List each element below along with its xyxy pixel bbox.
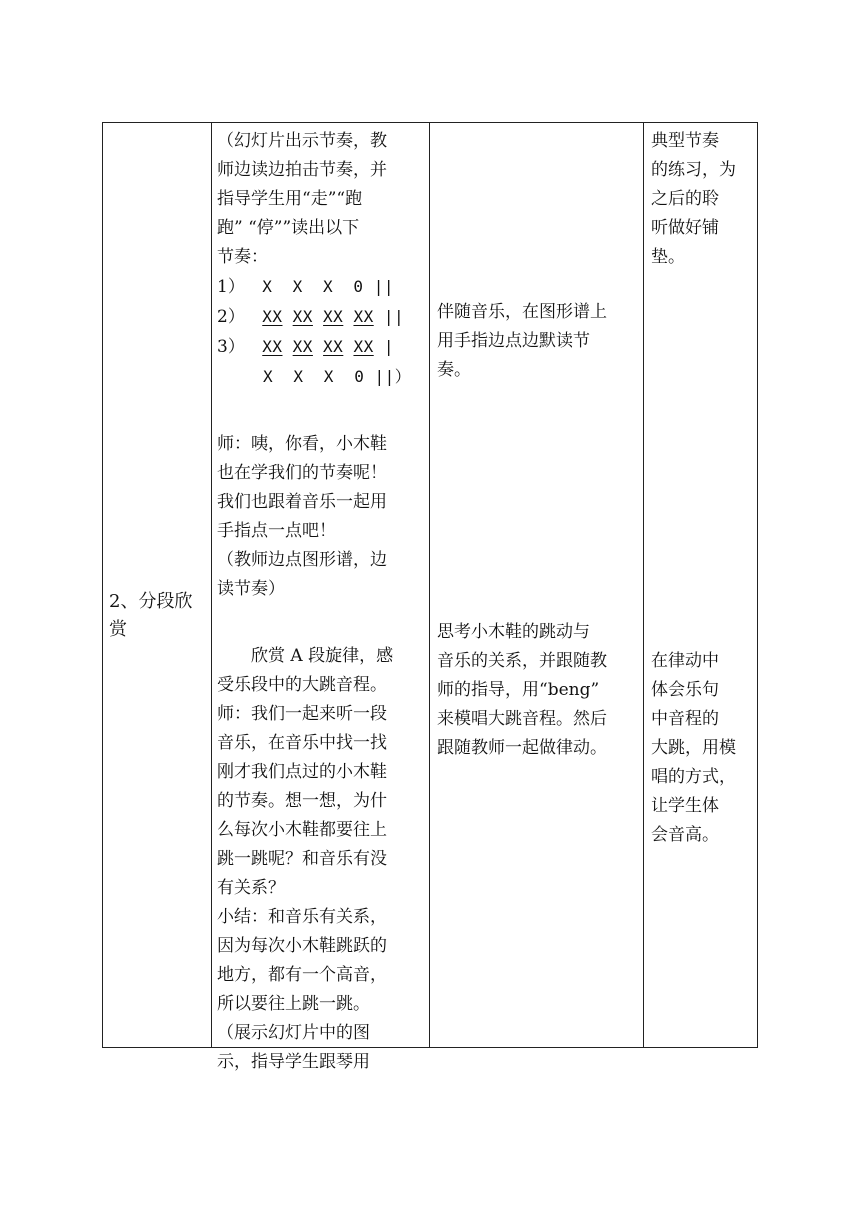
rhythm-beat: XX [353, 337, 374, 356]
barline: | [383, 337, 394, 356]
text-line: 音乐，在音乐中找一找 [217, 733, 387, 753]
rhythm-beat: XX [323, 337, 344, 356]
text-line: 奏。 [437, 360, 471, 380]
text-line: 受乐段中的大跳音程。 [217, 675, 387, 695]
column-divider [429, 123, 430, 1047]
text-line: 刚才我们点过的小木鞋 [217, 762, 387, 782]
student-activity-follow [437, 298, 607, 385]
text-line: （幻灯片出示节奏，教 [217, 131, 387, 151]
rhythm-notes: X X X 0 ||） [263, 367, 412, 386]
text-line: 之后的聆 [651, 189, 719, 209]
text-line: 让学生体 [651, 796, 719, 816]
text-line: 么每次小木鞋都要往上 [217, 820, 387, 840]
rhythm-beat: XX [323, 307, 344, 326]
text-line: 垫。 [651, 247, 685, 267]
rhythm-number: 3） [217, 337, 245, 357]
text-line: 音乐的关系，并跟随教 [437, 651, 607, 671]
rhythm-line-4 [217, 362, 411, 392]
text-line: 中音程的 [651, 709, 719, 729]
rhythm-line-3 [217, 332, 411, 362]
text-line: 地方，都有一个高音， [217, 965, 387, 985]
rhythm-beat: XX [292, 307, 313, 326]
text-line: 读节奏） [217, 579, 285, 599]
column-divider [211, 123, 212, 1047]
rhythm-beat: XX [262, 337, 283, 356]
text-line: 所以要往上跳一跳。 [217, 994, 370, 1014]
text-line: 伴随音乐，在图形谱上 [437, 302, 607, 322]
text-line: 在律动中 [651, 651, 719, 671]
design-intent-top [651, 127, 736, 272]
text-line: 有关系？ [217, 878, 285, 898]
text-line: 手指点一点吧！ [217, 521, 336, 541]
student-activity-think [437, 618, 607, 763]
rhythm-number: 2） [217, 307, 245, 327]
lesson-plan-table [102, 122, 758, 1072]
text-line: 听做好铺 [651, 218, 719, 238]
rhythm-line-1 [217, 272, 411, 302]
barline: || [383, 307, 405, 326]
text-line: 跑” “停””读出以下 [217, 218, 360, 238]
rhythm-notes: X X X 0 || [262, 277, 394, 296]
text-line: 师的指导，用“beng” [437, 680, 600, 700]
text-line: 来模唱大跳音程。然后 [437, 709, 607, 729]
text-line: 我们也跟着音乐一起用 [217, 492, 387, 512]
teacher-activity-cell [217, 127, 411, 1077]
text-line: 师：咦，你看，小木鞋 [217, 434, 387, 454]
text-line: 跳一跳呢？和音乐有没 [217, 849, 387, 869]
design-intent-bottom [651, 647, 736, 850]
column-divider [643, 123, 644, 1047]
rhythm-line-2 [217, 302, 411, 332]
text-line: （展示幻灯片中的图 [217, 1023, 370, 1043]
text-line: 的节奏。想一想，为什 [217, 791, 387, 811]
text-line: 跟随教师一起做律动。 [437, 738, 607, 758]
text-line: 欣赏 A 段旋律，感 [251, 646, 394, 666]
text-line: 唱的方式， [651, 767, 736, 787]
text-line: 节奏： [217, 247, 268, 267]
text-line: 因为每次小木鞋跳跃的 [217, 936, 387, 956]
dialogue-block [217, 430, 411, 604]
section-label-cell [109, 588, 192, 644]
text-line: 的练习，为 [651, 160, 736, 180]
text-line: 师边读边拍击节奏，并 [217, 160, 387, 180]
rhythm-beat: XX [353, 307, 374, 326]
text-line: 指导学生用“走”“跑 [217, 189, 363, 209]
text-line: 示，指导学生跟琴用 [217, 1052, 370, 1072]
text-line: 典型节奏 [651, 131, 719, 151]
part-a-block [217, 642, 411, 1077]
text-line: 师：我们一起来听一段 [217, 704, 387, 724]
rhythm-number: 1） [217, 277, 245, 297]
text-line: （教师边点图形谱，边 [217, 550, 387, 570]
text-line: 体会乐句 [651, 680, 719, 700]
text-line: 会音高。 [651, 825, 719, 845]
rhythm-notation [217, 272, 411, 392]
section-label-line: 赏 [109, 619, 127, 640]
intro-block [217, 127, 411, 272]
text-line: 小结：和音乐有关系， [217, 907, 387, 927]
text-line: 也在学我们的节奏呢！ [217, 463, 387, 483]
text-line: 大跳，用模 [651, 738, 736, 758]
rhythm-beat: XX [262, 307, 283, 326]
rhythm-beat: XX [292, 337, 313, 356]
text-line: 思考小木鞋的跳动与 [437, 622, 590, 642]
text-line: 用手指边点边默读节 [437, 331, 590, 351]
section-label-line: 2、分段欣 [109, 591, 193, 612]
